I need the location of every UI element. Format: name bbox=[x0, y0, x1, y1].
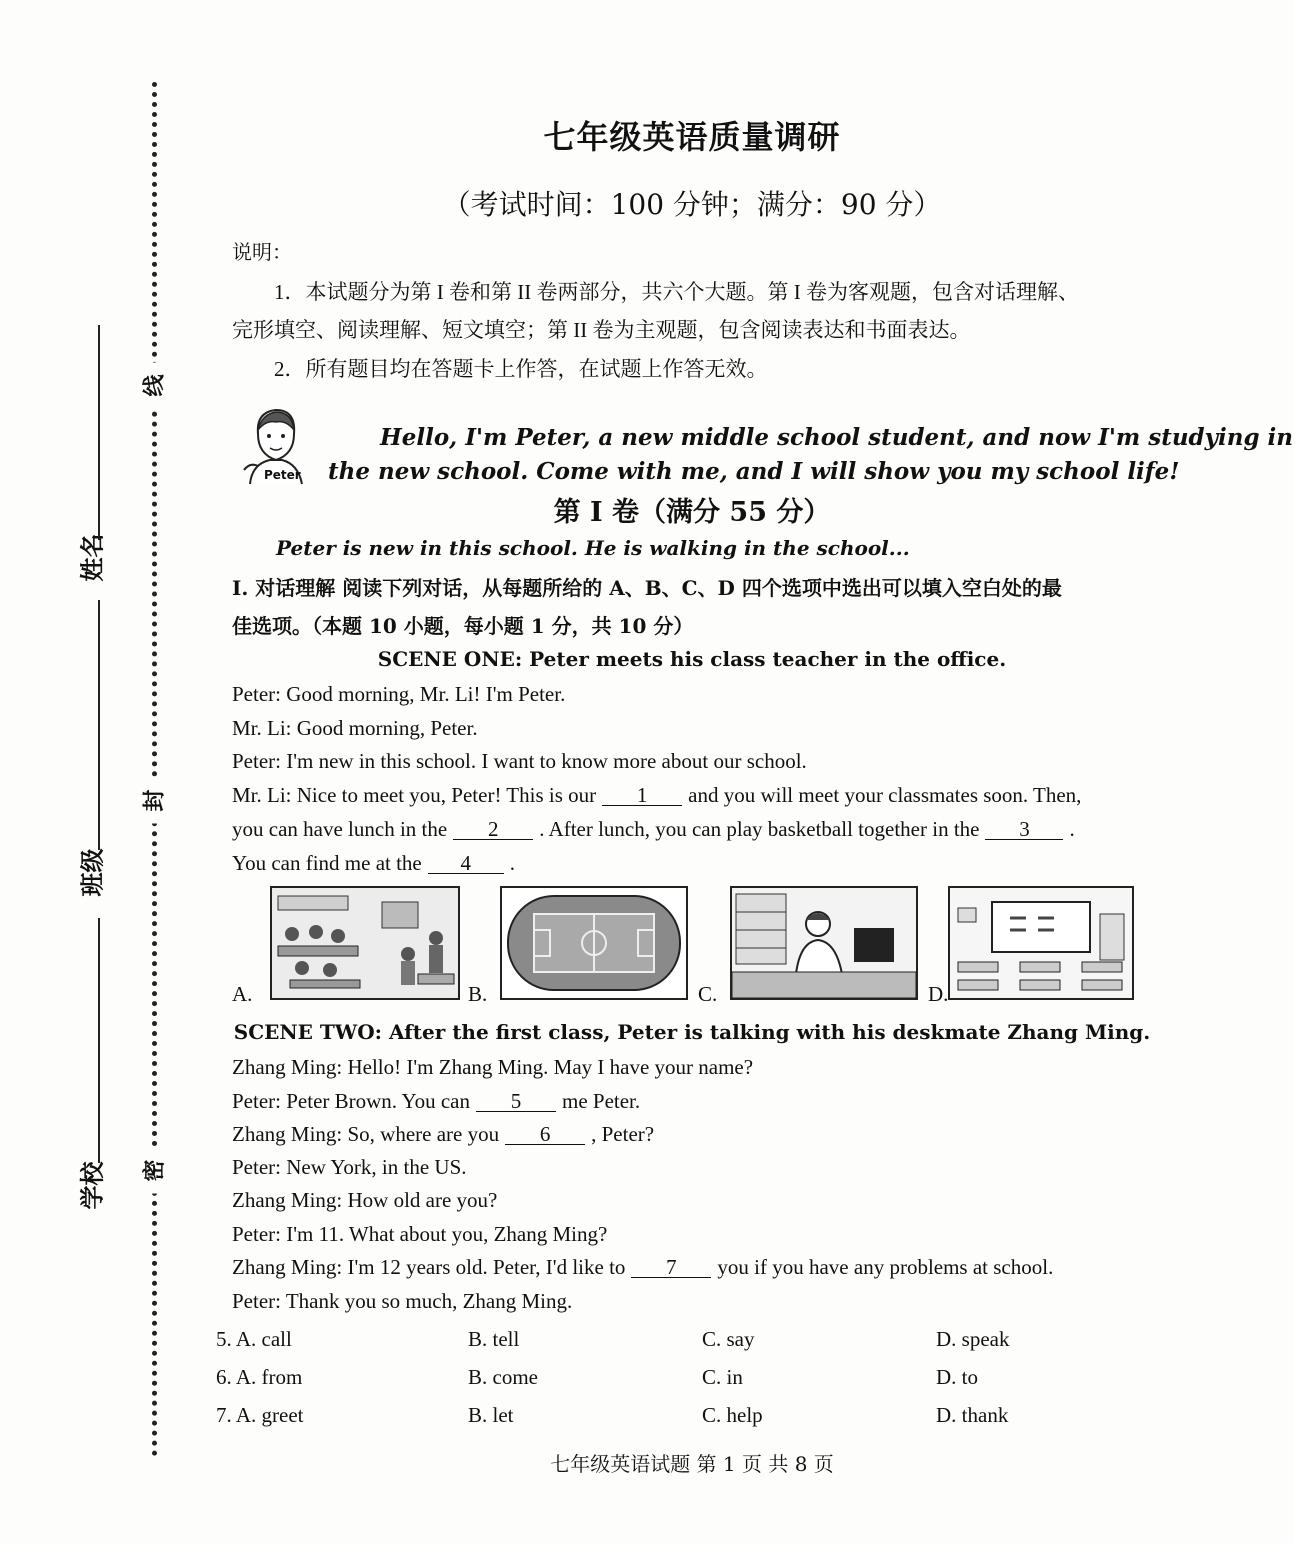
dialogue-line: Peter: New York, in the US. bbox=[232, 1155, 467, 1179]
picture-letter-c: C. bbox=[698, 982, 718, 1006]
exam-info: （考试时间：100 分钟；满分：90 分） bbox=[442, 188, 942, 221]
class-write-line bbox=[98, 600, 100, 850]
peter-tag: Peter bbox=[264, 468, 301, 482]
dialogue-text: . bbox=[1069, 817, 1075, 841]
dialogue-text: , Peter? bbox=[591, 1122, 655, 1146]
note-2: 2．所有题目均在答题卡上作答，在试题上作答无效。 bbox=[274, 357, 768, 381]
picture-letter-b: B. bbox=[468, 982, 488, 1006]
name-label: 姓名 bbox=[78, 533, 107, 582]
option-5-b: B. tell bbox=[468, 1327, 520, 1351]
dialogue-text: me Peter. bbox=[561, 1089, 641, 1113]
option-6-c: C. in bbox=[702, 1365, 743, 1389]
binding-dotted-line bbox=[152, 82, 157, 1457]
note-1-line-2: 完形填空、阅读理解、短文填空；第 II 卷为主观题，包含阅读表达和书面表达。 bbox=[232, 318, 971, 342]
dining-hall-scene-icon bbox=[270, 886, 460, 1000]
scene-two-title: SCENE TWO: After the first class, Peter is talking with his deskmate Zhang Ming. bbox=[233, 1020, 1151, 1044]
name-field[interactable] bbox=[60, 533, 120, 582]
notes-heading: 说明： bbox=[232, 242, 292, 264]
dialogue-text: Zhang Ming: I'm 12 years old. Peter, I'd like to bbox=[232, 1255, 626, 1279]
dialogue-text: Mr. Li: Nice to meet you, Peter! This is our bbox=[232, 783, 597, 807]
option-6-d: D. to bbox=[936, 1365, 978, 1389]
option-5-d: D. speak bbox=[936, 1327, 1010, 1351]
instructions-line-2: 佳选项。（本题 10 小题，每小题 1 分，共 10 分） bbox=[232, 614, 694, 638]
dialogue-line bbox=[232, 851, 515, 876]
binding-word-secret: 密 bbox=[138, 1148, 169, 1194]
picture-letter-d: D. bbox=[928, 982, 949, 1006]
school-label: 学校 bbox=[78, 1161, 107, 1210]
dialogue-text: . After lunch, you can play basketball together in the bbox=[539, 817, 980, 841]
dialogue-text: you if you have any problems at school. bbox=[717, 1255, 1054, 1279]
school-field[interactable] bbox=[60, 1161, 120, 1210]
dialogue-line: Zhang Ming: How old are you? bbox=[232, 1188, 498, 1212]
binding-word-seal: 封 bbox=[138, 778, 169, 824]
option-5-c: C. say bbox=[702, 1327, 755, 1351]
dialogue-line: Peter: I'm new in this school. I want to know more about our school. bbox=[232, 749, 807, 773]
name-write-line bbox=[98, 325, 100, 540]
dialogue-line: Peter: Good morning, Mr. Li! I'm Peter. bbox=[232, 682, 566, 706]
dialogue-line bbox=[232, 783, 1081, 808]
page-title: 七年级英语质量调研 bbox=[543, 118, 841, 156]
dialogue-line: Mr. Li: Good morning, Peter. bbox=[232, 716, 478, 740]
dialogue-text: . bbox=[509, 851, 515, 875]
section-lead: Peter is new in this school. He is walking in the school... bbox=[276, 536, 910, 560]
blank-5: 5 bbox=[476, 1091, 556, 1112]
dialogue-line: Peter: I'm 11. What about you, Zhang Ming? bbox=[232, 1222, 608, 1246]
dialogue-text: and you will meet your classmates soon. Then, bbox=[688, 783, 1082, 807]
dialogue-line bbox=[232, 1255, 1053, 1280]
note-1-line-1: 1．本试题分为第 I 卷和第 II 卷两部分，共六个大题。第 I 卷为客观题，包含对话理解、 bbox=[274, 280, 1079, 304]
intro-line-2: the new school. Come with me, and I will show you my school life! bbox=[328, 458, 1180, 485]
option-6-b: B. come bbox=[468, 1365, 538, 1389]
dialogue-line: Zhang Ming: Hello! I'm Zhang Ming. May I have your name? bbox=[232, 1055, 754, 1079]
blank-3: 3 bbox=[985, 819, 1063, 840]
dialogue-line bbox=[232, 1089, 640, 1114]
instructions-line-1: I. 对话理解 阅读下列对话，从每题所给的 A、B、C、D 四个选项中选出可以填入空白处的最 bbox=[232, 576, 1062, 600]
class-label: 班级 bbox=[78, 848, 107, 897]
option-6-a: 6. A. from bbox=[216, 1365, 303, 1389]
section-title: 第 I 卷（满分 55 分） bbox=[553, 497, 831, 528]
office-scene-icon bbox=[730, 886, 918, 1000]
picture-letter-a: A. bbox=[232, 982, 253, 1006]
playground-scene-icon bbox=[500, 886, 688, 1000]
classroom-scene-icon bbox=[948, 886, 1134, 1000]
blank-2: 2 bbox=[453, 819, 533, 840]
dialogue-text: you can have lunch in the bbox=[232, 817, 448, 841]
blank-4: 4 bbox=[428, 853, 504, 874]
dialogue-line bbox=[232, 817, 1075, 842]
blank-1: 1 bbox=[602, 785, 682, 806]
page-footer: 七年级英语试题 第 1 页 共 8 页 bbox=[550, 1452, 834, 1476]
intro-line-1: Hello, I'm Peter, a new middle school student, and now I'm studying in bbox=[380, 424, 1293, 451]
option-7-d: D. thank bbox=[936, 1403, 1009, 1427]
option-7-c: C. help bbox=[702, 1403, 763, 1427]
dialogue-line bbox=[232, 1122, 654, 1147]
binding-word-line: 线 bbox=[138, 363, 169, 409]
blank-7: 7 bbox=[631, 1257, 711, 1278]
option-5-a: 5. A. call bbox=[216, 1327, 292, 1351]
dialogue-text: Zhang Ming: So, where are you bbox=[232, 1122, 500, 1146]
scene-one-title: SCENE ONE: Peter meets his class teacher in the office. bbox=[377, 647, 1007, 671]
option-7-b: B. let bbox=[468, 1403, 514, 1427]
dialogue-text: You can find me at the bbox=[232, 851, 422, 875]
school-write-line bbox=[98, 918, 100, 1163]
dialogue-text: Peter: Peter Brown. You can bbox=[232, 1089, 470, 1113]
dialogue-line: Peter: Thank you so much, Zhang Ming. bbox=[232, 1289, 573, 1313]
blank-6: 6 bbox=[505, 1124, 585, 1145]
option-7-a: 7. A. greet bbox=[216, 1403, 304, 1427]
class-field[interactable] bbox=[60, 848, 120, 897]
